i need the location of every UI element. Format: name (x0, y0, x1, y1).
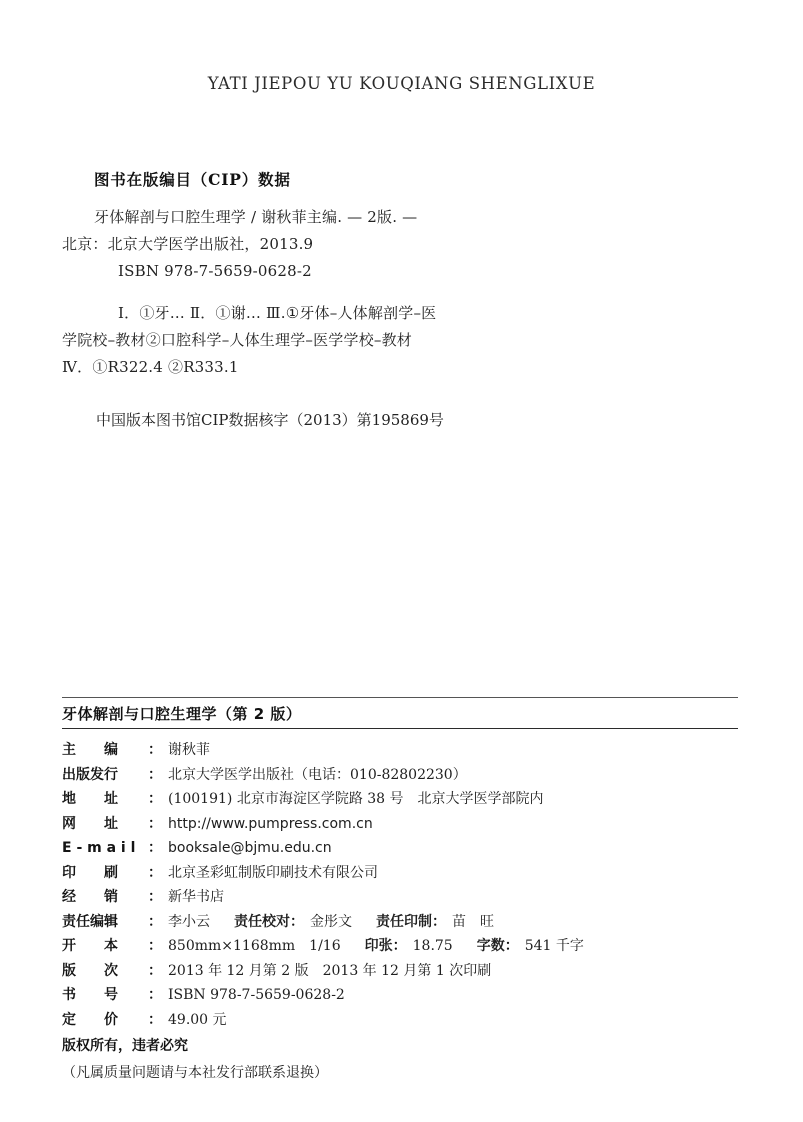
entry-label: E - m a i l (62, 840, 136, 856)
cip-line-isbn: ISBN 978-7-5659-0628-2 (118, 262, 312, 280)
cip-line-publisher: 北京：北京大学医学出版社，2013.9 (62, 235, 314, 253)
entry-value-url[interactable]: http://www.pumpress.com.cn (168, 815, 373, 832)
copyright-notice: 版权所有，违者必究 (62, 1038, 188, 1054)
isbn-label: 书 号 (62, 987, 118, 1003)
sheets-label: 印张 (364, 938, 393, 954)
words-label: 字数 (476, 938, 505, 954)
entry-colon: ： (432, 913, 446, 930)
entry-printer (62, 861, 738, 886)
running-head: YATI JIEPOU YU KOUQIANG SHENGLIXUE (207, 74, 596, 93)
entry-value: 北京圣彩虹制版印刷技术有限公司 (168, 864, 378, 881)
cip-line-title: 牙体解剖与口腔生理学 / 谢秋菲主编. — 2版. — (94, 208, 418, 226)
entry-colon: ： (148, 791, 162, 807)
entry-distributor (62, 885, 738, 910)
price-value: 49.00 元 (168, 1011, 227, 1028)
staff-editor-value: 李小云 (168, 913, 210, 930)
edition-label: 版 次 (62, 962, 118, 979)
entry-staff (62, 910, 738, 935)
cip-approval-number: 中国版本图书馆CIP数据核字（2013）第195869号 (96, 411, 444, 429)
entry-colon: ： (504, 938, 519, 954)
entry-colon: ： (290, 913, 304, 930)
price-label: 定 价 (62, 1011, 118, 1028)
entry-colon: ： (148, 742, 162, 758)
staff-printer-label: 责任印制 (376, 913, 432, 930)
entry-edition (62, 959, 738, 984)
entry-colon: ： (148, 840, 162, 856)
entry-colon: ： (148, 1011, 162, 1028)
entry-value-email[interactable]: booksale@bjmu.edu.cn (168, 840, 332, 856)
entry-colon: ： (392, 938, 407, 954)
entry-colon: ： (148, 815, 162, 832)
staff-printer-value: 苗 旺 (452, 913, 494, 930)
entry-label: 地 址 (62, 791, 118, 807)
entry-email[interactable] (62, 836, 738, 861)
entry-label: 印 刷 (62, 864, 118, 881)
cip-spacer (62, 285, 482, 300)
sheets-value: 18.75 (412, 938, 453, 954)
staff-proofreader-value: 金彤文 (310, 913, 352, 930)
entry-label: 出版发行 (62, 766, 118, 783)
format-label: 开 本 (62, 938, 118, 954)
cip-line-classification-2: 学院校–教材②口腔科学–人体生理学–医学学校–教材 (62, 331, 413, 349)
format-value: 850mm×1168mm 1/16 (168, 938, 341, 954)
cip-block (62, 168, 482, 434)
entry-label: 主 编 (62, 742, 118, 758)
entry-label: 网 址 (62, 815, 118, 832)
entry-website[interactable] (62, 812, 738, 837)
entry-colon: ： (148, 889, 162, 905)
entry-colon: ： (148, 938, 162, 954)
entry-chief-editor (62, 738, 738, 763)
entry-colon: ： (148, 962, 162, 979)
entry-label: 经 销 (62, 889, 118, 905)
entry-address (62, 787, 738, 812)
staff-proofreader-label: 责任校对 (234, 913, 290, 930)
words-value: 541 千字 (524, 938, 584, 954)
entry-price (62, 1008, 738, 1033)
edition-value: 2013 年 12 月第 2 版 2013 年 12 月第 1 次印刷 (168, 962, 492, 979)
entry-colon: ： (148, 864, 162, 881)
cip-line-classification-3: Ⅳ．①R322.4 ②R333.1 (62, 358, 239, 376)
quality-notice: （凡属质量问题请与本社发行部联系退换） (62, 1064, 328, 1081)
colophon-title: 牙体解剖与口腔生理学（第 2 版） (62, 705, 302, 723)
isbn-value: ISBN 978-7-5659-0628-2 (168, 987, 345, 1003)
cip-line-classification-1: Ⅰ．①牙… Ⅱ．①谢… Ⅲ.①牙体–人体解剖学–医 (118, 304, 437, 322)
staff-editor-label: 责任编辑 (62, 913, 118, 930)
entry-colon: ： (148, 766, 162, 783)
entry-isbn (62, 983, 738, 1008)
entry-value: (100191) 北京市海淀区学院路 38 号 北京大学医学部院内 (168, 791, 544, 807)
entry-publisher (62, 763, 738, 788)
entry-colon: ： (148, 987, 162, 1003)
entry-format (62, 934, 738, 959)
colophon-entries (62, 729, 738, 1085)
cip-heading: 图书在版编目（CIP）数据 (94, 170, 291, 189)
colophon-block (62, 697, 738, 1085)
entry-colon: ： (148, 913, 162, 930)
entry-value: 北京大学医学出版社（电话：010-82802230） (168, 766, 467, 783)
entry-value: 谢秋菲 (168, 742, 210, 758)
entry-value: 新华书店 (168, 889, 224, 905)
